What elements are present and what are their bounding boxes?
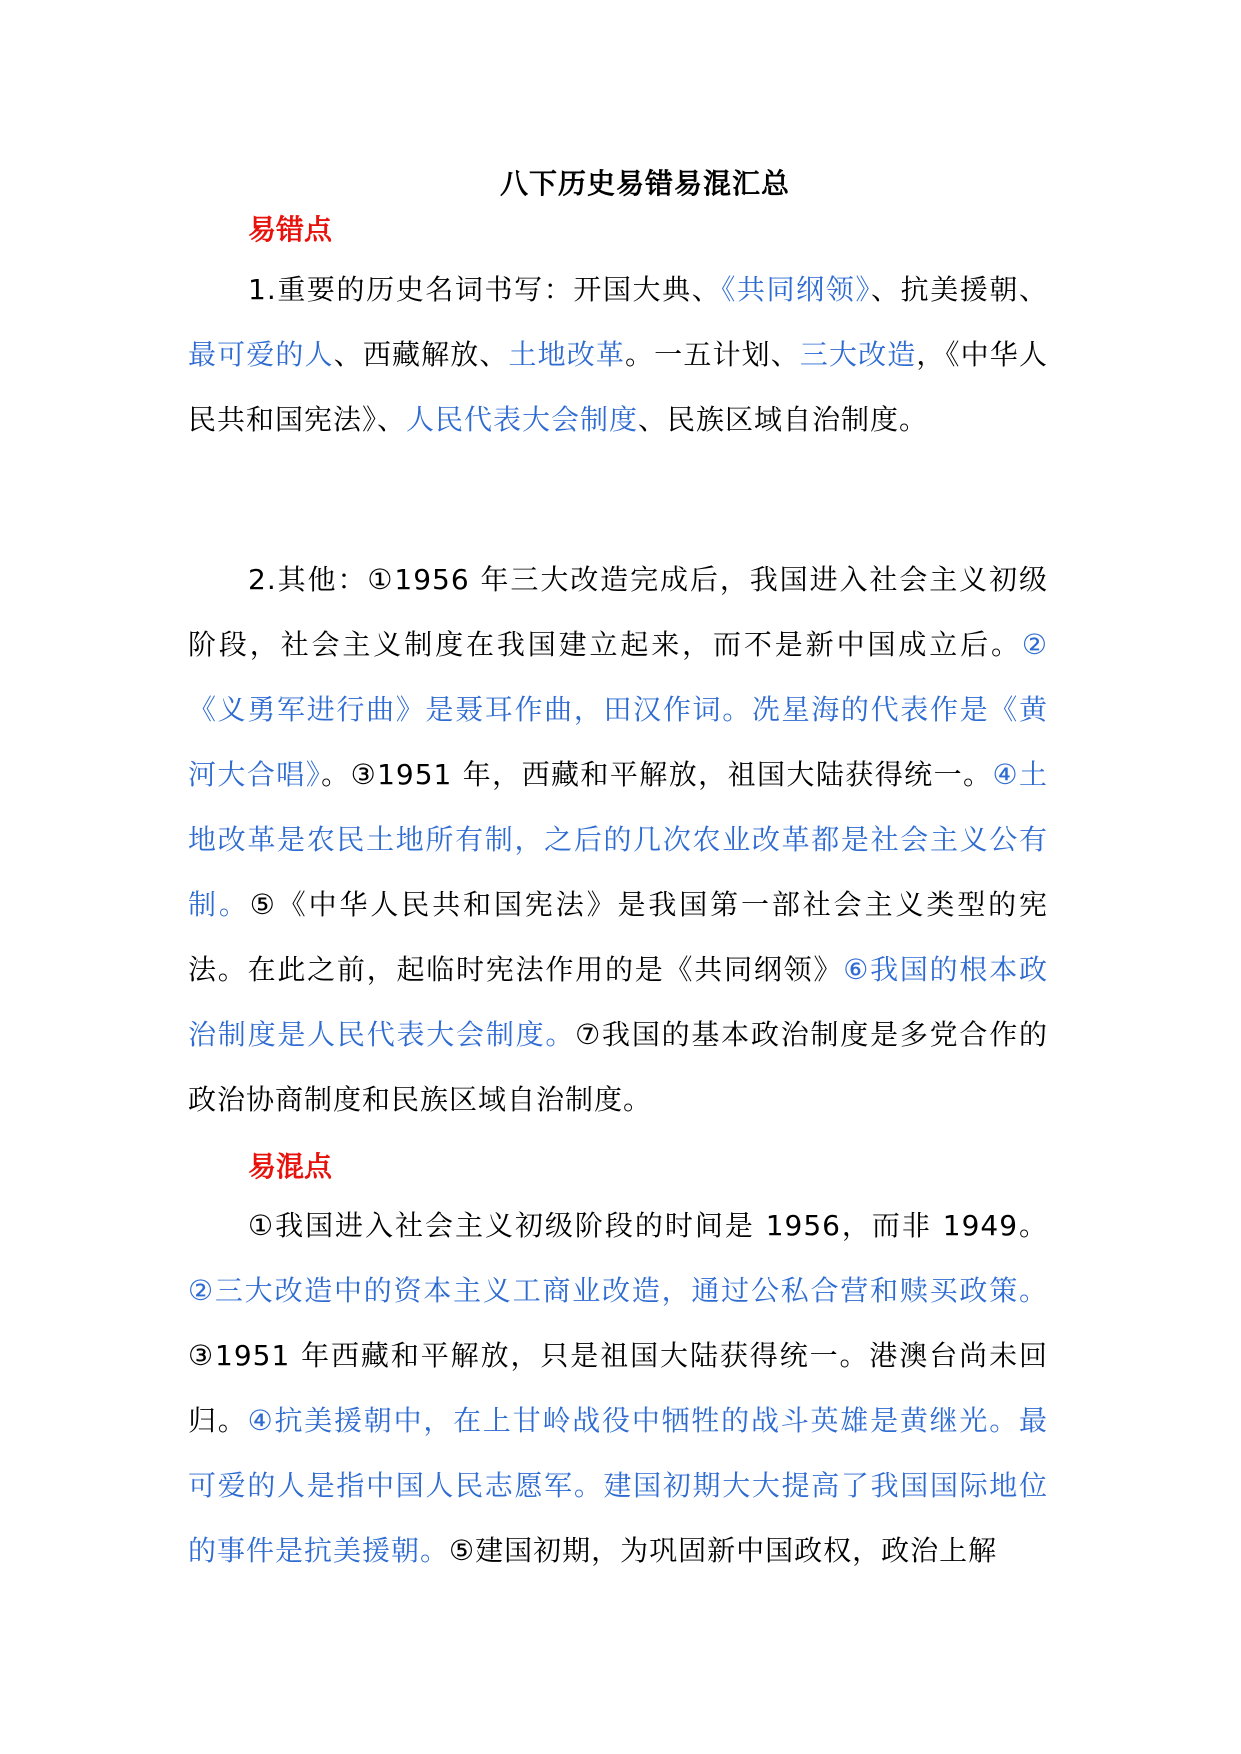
text-segment: 、抗美援朝、 [870, 273, 1048, 306]
section-heading-error-prone: 易错点 [248, 213, 333, 246]
paragraph-key-terms [188, 257, 1048, 452]
highlighted-term: 人民代表大会制度 [406, 403, 639, 436]
text-segment: 2.其他：①1956 年三大改造完成后，我国进入社会主义初级阶段，社会主义制度在我国建立起来，而不是新中国成立后。 [188, 563, 1048, 661]
highlighted-sentence: ④抗美援朝中，在上甘岭战役中牺牲的战斗英雄是黄继光。最可爱的人是指中国人民志愿军。建国初期大大提高了我国国际地位的事件是抗美援朝。 [188, 1404, 1048, 1567]
text-segment: ⑤建国初期，为巩固新中国政权，政治上解 [449, 1534, 998, 1567]
highlighted-sentence: ②三大改造中的资本主义工商业改造，通过公私合营和赎买政策。 [188, 1274, 1048, 1307]
text-segment: ③1951 年西藏和平解放，只是祖国大陆获得统一。港澳台尚未回归。 [188, 1339, 1048, 1437]
highlighted-term: 《共同纲领》 [721, 273, 871, 306]
highlighted-sentence: ④土地改革是农民土地所有制，之后的几次农业改革都是社会主义公有制。 [188, 758, 1048, 921]
text-segment: 、西藏解放、 [333, 338, 509, 371]
text-segment: 。一五计划、 [625, 338, 800, 371]
paragraph-confusable-points [188, 1193, 1048, 1583]
page-title: 八下历史易错易混汇总 [499, 167, 790, 200]
highlighted-term: 土地改革 [508, 338, 626, 371]
text-segment: 。③1951 年，西藏和平解放，祖国大陆获得统一。 [321, 758, 993, 791]
text-segment: 1.重要的历史名词书写：开国大典、 [248, 273, 722, 306]
section-heading-confusable: 易混点 [248, 1150, 333, 1183]
paragraph-other-points [188, 547, 1048, 1132]
highlighted-sentence: ②《义勇军进行曲》是聂耳作曲，田汉作词。冼星海的代表作是《黄河大合唱》 [188, 628, 1048, 791]
highlighted-sentence: ⑥我国的根本政治制度是人民代表大会制度。 [188, 953, 1048, 1051]
text-segment: ，《中华人民共和国宪法》、 [188, 338, 1048, 436]
highlighted-term: 最可爱的人 [188, 338, 334, 371]
text-segment: ⑦我国的基本政治制度是多党合作的政治协商制度和民族区域自治制度。 [188, 1018, 1048, 1116]
text-segment: 、民族区域自治制度。 [638, 403, 929, 436]
text-segment: ⑤《中华人民共和国宪法》是我国第一部社会主义类型的宪法。在此之前，起临时宪法作用的是《共同纲领》 [188, 888, 1048, 986]
text-segment: ①我国进入社会主义初级阶段的时间是 1956，而非 1949。 [248, 1209, 1048, 1242]
highlighted-term: 三大改造 [799, 338, 917, 371]
